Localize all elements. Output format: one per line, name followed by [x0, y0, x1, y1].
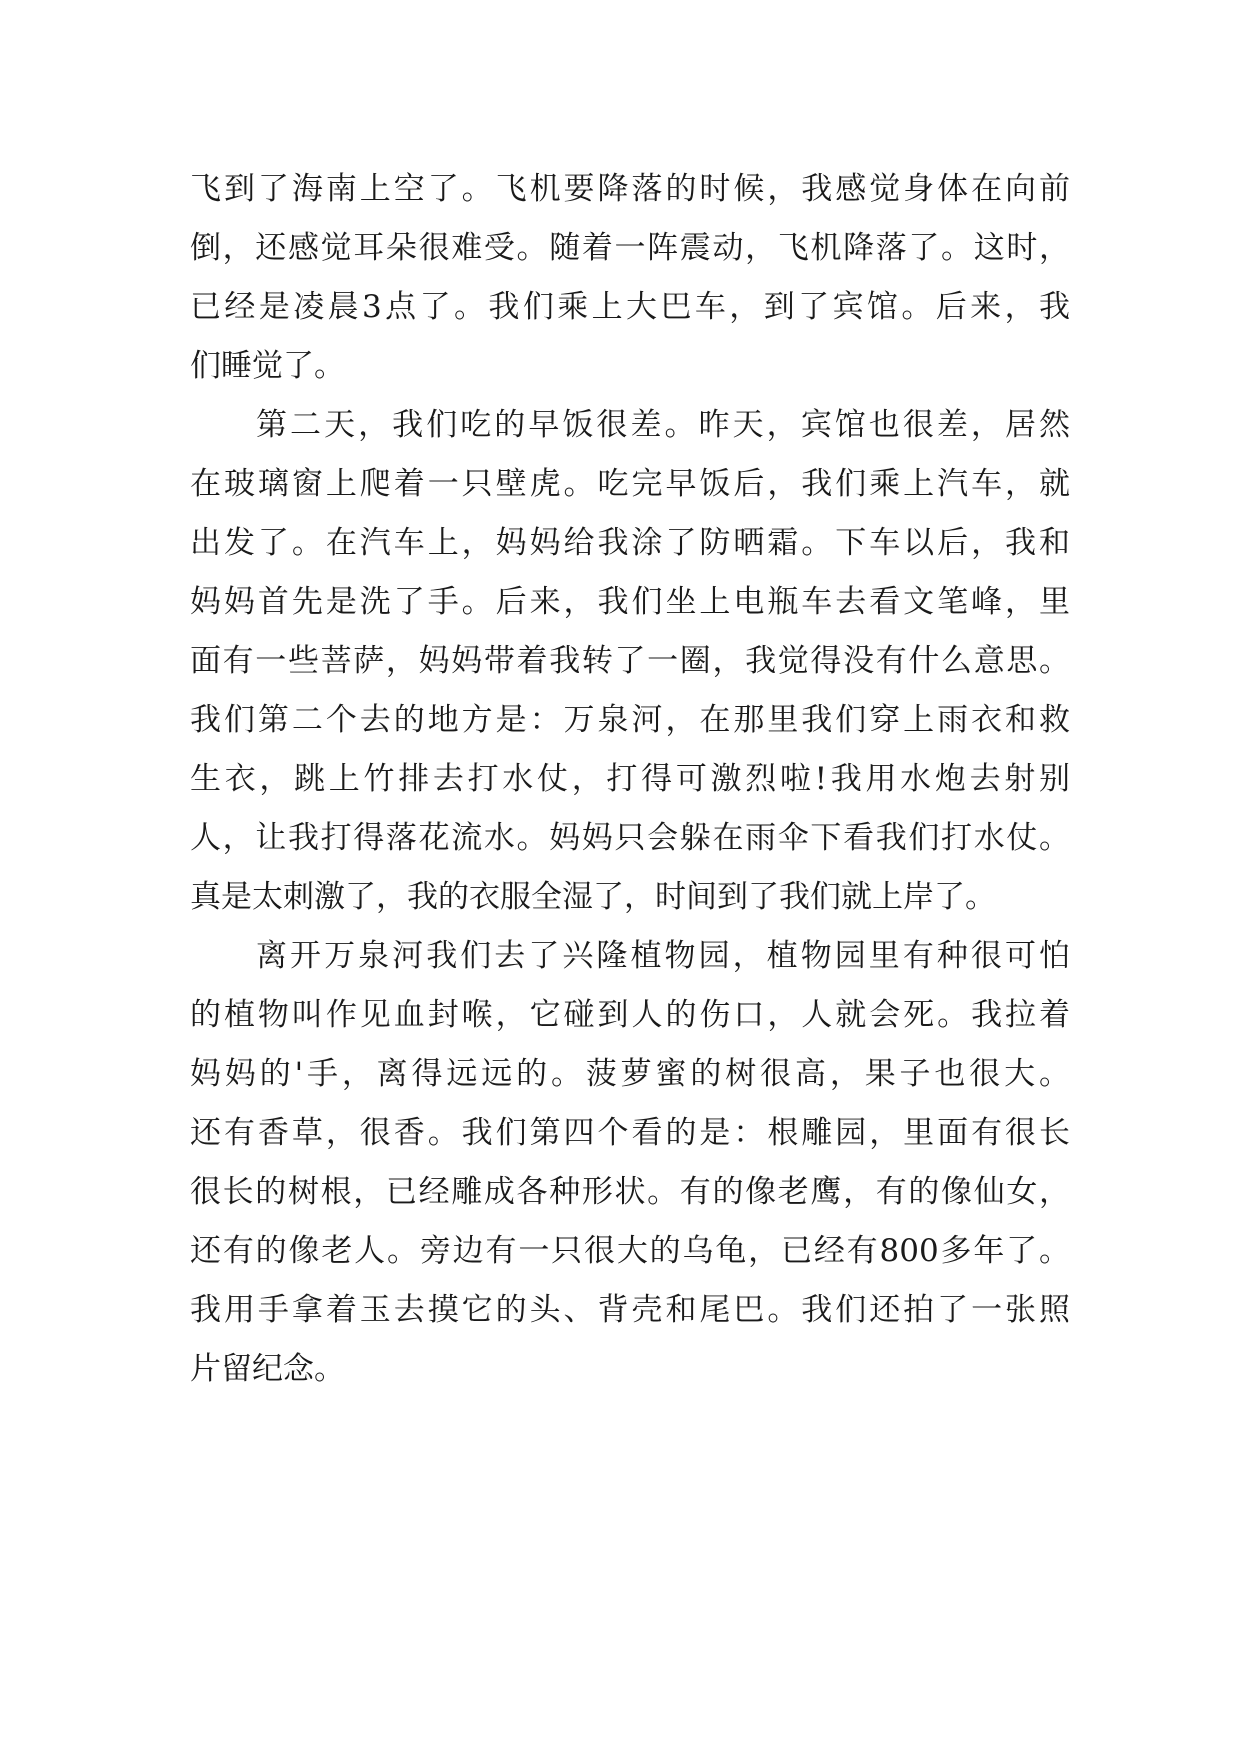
text-line: 生衣，跳上竹排去打水仗，打得可激烈啦!我用水炮去射别	[190, 761, 1070, 797]
text-line: 人，让我打得落花流水。妈妈只会躲在雨伞下看我们打水仗。	[190, 820, 1070, 856]
text-line: 片留纪念。	[190, 1351, 345, 1387]
text-line: 还有的像老人。旁边有一只很大的乌龟，已经有800多年了。	[190, 1233, 1070, 1269]
text-line: 第二天，我们吃的早饭很差。昨天，宾馆也很差，居然	[256, 407, 1070, 443]
paragraph-3	[190, 927, 1070, 1399]
text-line: 妈妈的'手，离得远远的。菠萝蜜的树很高，果子也很大。	[190, 1056, 1070, 1092]
text-line: 真是太刺激了，我的衣服全湿了，时间到了我们就上岸了。	[190, 879, 996, 915]
text-line: 还有香草，很香。我们第四个看的是：根雕园，里面有很长	[190, 1115, 1070, 1151]
paragraph-1	[190, 160, 1070, 396]
text-line: 我用手拿着玉去摸它的头、背壳和尾巴。我们还拍了一张照	[190, 1292, 1070, 1328]
text-line: 倒，还感觉耳朵很难受。随着一阵震动，飞机降落了。这时，	[190, 230, 1070, 266]
text-line: 飞到了海南上空了。飞机要降落的时候，我感觉身体在向前	[190, 171, 1070, 207]
text-line: 已经是凌晨3点了。我们乘上大巴车，到了宾馆。后来，我	[190, 289, 1070, 325]
text-line: 面有一些菩萨，妈妈带着我转了一圈，我觉得没有什么意思。	[190, 643, 1070, 679]
text-line: 们睡觉了。	[190, 348, 345, 384]
text-line: 我们第二个去的地方是：万泉河，在那里我们穿上雨衣和救	[190, 702, 1070, 738]
text-line: 在玻璃窗上爬着一只壁虎。吃完早饭后，我们乘上汽车，就	[190, 466, 1070, 502]
text-line: 出发了。在汽车上，妈妈给我涂了防晒霜。下车以后，我和	[190, 525, 1070, 561]
text-line: 很长的树根，已经雕成各种形状。有的像老鹰，有的像仙女，	[190, 1174, 1070, 1210]
body-text	[190, 160, 1070, 1399]
text-line: 离开万泉河我们去了兴隆植物园，植物园里有种很可怕	[256, 938, 1070, 974]
text-line: 妈妈首先是洗了手。后来，我们坐上电瓶车去看文笔峰，里	[190, 584, 1070, 620]
paragraph-2	[190, 396, 1070, 927]
text-line: 的植物叫作见血封喉，它碰到人的伤口，人就会死。我拉着	[190, 997, 1070, 1033]
